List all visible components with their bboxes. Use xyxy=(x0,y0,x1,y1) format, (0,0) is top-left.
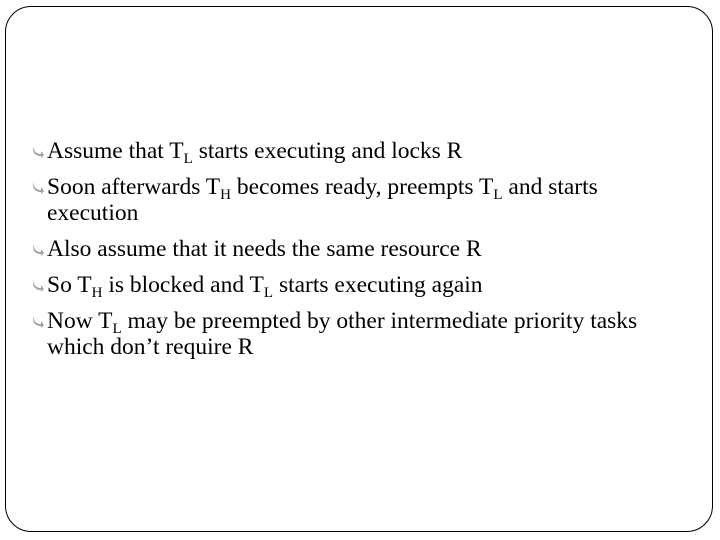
text-run: is blocked and T xyxy=(102,272,264,298)
text-run: Assume that T xyxy=(47,138,184,164)
subscript: L xyxy=(183,151,193,167)
subscript: L xyxy=(112,321,122,337)
text-run: Soon afterwards T xyxy=(47,174,221,200)
subscript: H xyxy=(220,187,232,203)
curved-arrow-bullet-icon xyxy=(31,277,45,293)
bullet-text xyxy=(47,236,482,262)
bullet-text xyxy=(47,272,483,301)
text-run: may be preempted by other intermediate priority tasks which don’t require R xyxy=(47,308,638,360)
bullet-item xyxy=(31,138,691,167)
bullet-item xyxy=(31,174,691,226)
text-run: and starts execution xyxy=(47,174,598,226)
text-run: So T xyxy=(47,272,92,298)
text-run: starts executing and locks R xyxy=(192,138,463,164)
curved-arrow-bullet-icon xyxy=(31,241,45,257)
text-run: Now T xyxy=(47,308,113,334)
text-run: becomes ready, preempts T xyxy=(231,174,494,200)
text-run: Also assume that it needs the same resource R xyxy=(47,236,482,262)
bullet-item xyxy=(31,272,691,301)
curved-arrow-bullet-icon xyxy=(31,143,45,159)
subscript: L xyxy=(263,285,274,301)
subscript: L xyxy=(493,187,503,203)
subscript: H xyxy=(91,285,103,301)
curved-arrow-bullet-icon xyxy=(31,179,45,195)
bullet-text xyxy=(47,308,637,360)
bullet-item xyxy=(31,236,691,262)
bullet-list xyxy=(31,138,691,370)
text-run: starts executing again xyxy=(273,272,483,298)
bullet-text xyxy=(47,174,598,226)
bullet-item xyxy=(31,308,691,360)
bullet-text xyxy=(47,138,463,167)
curved-arrow-bullet-icon xyxy=(31,313,45,329)
